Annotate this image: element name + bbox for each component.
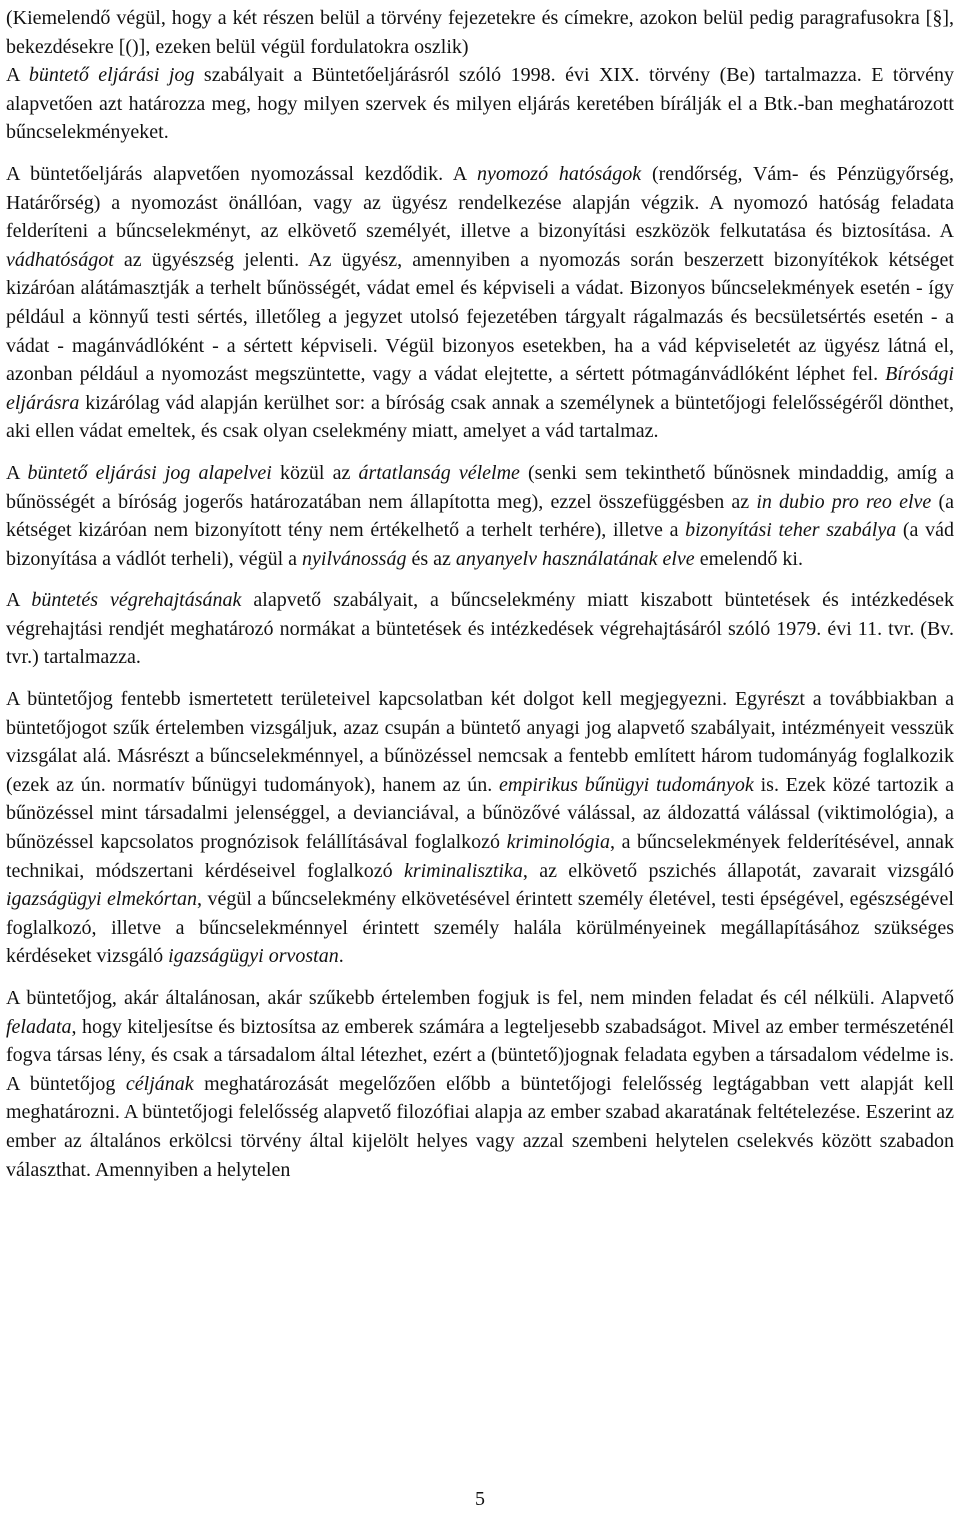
paragraph xyxy=(6,685,954,971)
text-run: (senki sem tekinthető bűnösnek mindaddig, amíg a bűnösségét a bíróság jogerős határozatában nem állapította meg), ezzel összefüggésben az xyxy=(6,461,954,513)
italic-term: kriminalisztika xyxy=(403,859,523,882)
text-run: , végül a bűncselekmény elkövetésével érintett személy életével, testi épségével, egészségével foglalkozó, illetve a bűncselekménnyel érintett személy halála körülményeinek megállapításához szükséges kérdéseket vizsgáló xyxy=(6,888,954,968)
text-run: (a kétséget kizáróan nem bizonyított tény nem értékelhető a terhelt terhére), illetve a xyxy=(6,490,954,542)
text-run: . xyxy=(338,945,344,968)
text-run: A büntetőjog, akár általánosan, akár szűkebb értelemben fogjuk is fel, nem minden feladat és cél nélküli. Alapvető xyxy=(6,987,954,1009)
text-run: emelendő ki. xyxy=(694,547,803,570)
text-run: , az elkövető pszichés állapotát, zavarait vizsgáló xyxy=(522,859,955,882)
italic-term: céljának xyxy=(125,1072,194,1095)
paragraph xyxy=(6,984,954,1184)
italic-term: empirikus bűnügyi tudományok xyxy=(499,773,754,796)
text-run: A xyxy=(6,461,28,484)
text-run: A büntetőjog fentebb ismertetett területeivel kapcsolatban két dolgot kell megjegyezni. Egyrészt a továbbiakban a büntetőjogot szűk értelemben vizsgáljuk, azaz csupán a büntető anyagi jog alapvető szabályait, intézményeit vesszük vizsgálat alá. Másrészt a bűncselekménnyel, a bűnözéssel nemcsak a fentebb említett három tudományág foglalkozik (ezek az ún. normatív bűnügyi tudományok), hanem az ún. xyxy=(6,688,954,796)
text-run: alapvető szabályait, a bűncselekmény miatt kiszabott büntetések és intézkedések végrehajtási rendjét meghatározó normákat a büntetések és intézkedések végrehajtásáról szóló 1979. évi 11. tvr. (Bv. tvr.) tartalmazza. xyxy=(6,589,954,669)
italic-term: kriminológia xyxy=(506,831,610,854)
text-run: (a vád bizonyítása a vádlót terheli), végül a xyxy=(6,519,954,570)
italic-term: bizonyítási teher szabálya xyxy=(685,519,897,542)
italic-term: Bírósági eljárásra xyxy=(6,363,954,414)
paragraph xyxy=(6,160,954,446)
italic-term: büntetés végrehajtásának xyxy=(31,589,242,612)
italic-term: igazságügyi elmekórtan xyxy=(6,888,197,911)
italic-term: igazságügyi orvostan xyxy=(168,945,339,968)
italic-term: anyanyelv használatának elve xyxy=(455,547,695,570)
text-run: (Kiemelendő végül, hogy a két részen belül a törvény fejezetekre és címekre, azokon belül pedig paragrafusokra [§], bekezdésekre [()], ezeken belül végül fordulatokra oszlik) xyxy=(6,7,954,58)
text-run: az ügyészség jelenti. Az ügyész, amennyiben a nyomozás során beszerzett bizonyítékok kétséget kizáróan alátámasztják a terhelt bűnösségét, vádat emel és képviseli a vádat. Bizonyos bűncselekmények esetén - így például a könnyű testi sértés, illetőleg a jegyzet utolsó fejezetében tárgyalt rágalmazás és becsületsértés esetén - a vádat - magánvádlóként - a sértett képviseli. Végül bizonyos esetekben, ha a vád képviseletét az ügyész látná el, azonban például a nyomozást megszüntette, vagy a vádat elejtette, a sértett pótmagánvádlóként léphet fel. xyxy=(6,248,954,386)
italic-term: vádhatóságot xyxy=(6,248,114,271)
italic-term: büntető eljárási jog alapelvei xyxy=(27,461,272,484)
text-run: is. Ezek közé tartozik a bűnözéssel mint társadalmi jelenséggel, a devianciával, a bűnözővé válással, az áldozattá válással (viktimológia), a bűnözéssel kapcsolatos prognózisok felállításával foglalkozó xyxy=(6,773,954,854)
document-body xyxy=(6,4,954,1197)
paragraph xyxy=(6,459,954,573)
italic-term: nyomozó hatóságok xyxy=(476,162,642,185)
italic-term: feladata xyxy=(6,1015,72,1038)
text-run: A xyxy=(6,589,32,612)
paragraph xyxy=(6,4,954,61)
text-run: meghatározását megelőzően előbb a büntetőjogi felelősség legtágabban vett alapját kell meghatározni. A büntetőjogi felelősség alapvető filozófiai alapja az ember szabad akaratának feltételezése. Eszerint az ember az általános erkölcsi törvény által kijelölt helyes vagy azzal szembeni helytelen cselekvés között szabadon választhat. Amennyiben a helytelen xyxy=(6,1072,954,1181)
italic-term: ártatlanság vélelme xyxy=(358,461,520,484)
italic-term: in dubio pro reo elve xyxy=(756,490,932,513)
page-number: 5 xyxy=(475,1488,485,1510)
text-run: (rendőrség, Vám- és Pénzügyőrség, Határőrség) a nyomozást önállóan, vagy az ügyész rendelkezése alapján végzik. A nyomozó hatóság feladata felderíteni a bűncselekményt, az elkövető személyét, illetve a bizonyítási eszközök felkutatása és biztosítása. A xyxy=(6,162,954,243)
text-run: kizárólag vád alapján kerülhet sor: a bíróság csak annak a személynek a büntetőjogi felelősségéről dönthet, aki ellen vádat emeltek, és csak olyan cselekmény miatt, amelyet a vád tartalmaz. xyxy=(6,391,954,443)
text-run: közül az xyxy=(271,461,359,484)
text-run: A büntetőeljárás alapvetően nyomozással kezdődik. A xyxy=(6,162,477,185)
text-run: és az xyxy=(406,547,456,570)
italic-term: büntető eljárási jog xyxy=(28,64,195,87)
text-run: , a bűncselekmények felderítésével, annak technikai, módszertani kérdéseivel foglalkozó xyxy=(6,831,954,882)
paragraph xyxy=(6,586,954,672)
text-run: szabályait a Büntetőeljárásról szóló 1998. évi XIX. törvény (Be) tartalmazza. E törvény alapvetően azt határozza meg, hogy milyen szervek és milyen eljárás keretében bírálják el a Btk.-ban meghatározott bűncselekményeket. xyxy=(6,64,955,144)
italic-term: nyilvánosság xyxy=(302,547,407,570)
paragraph xyxy=(6,61,954,147)
text-run: A xyxy=(6,64,29,87)
text-run: , hogy kiteljesítse és biztosítsa az emberek számára a legteljesebb szabadságot. Mivel az ember természeténél fogva társas lény, és csak a társadalom által létezhet, ezért a (büntető)jognak feladata egyben a társadalom védelme is. A büntetőjog xyxy=(6,1015,954,1095)
